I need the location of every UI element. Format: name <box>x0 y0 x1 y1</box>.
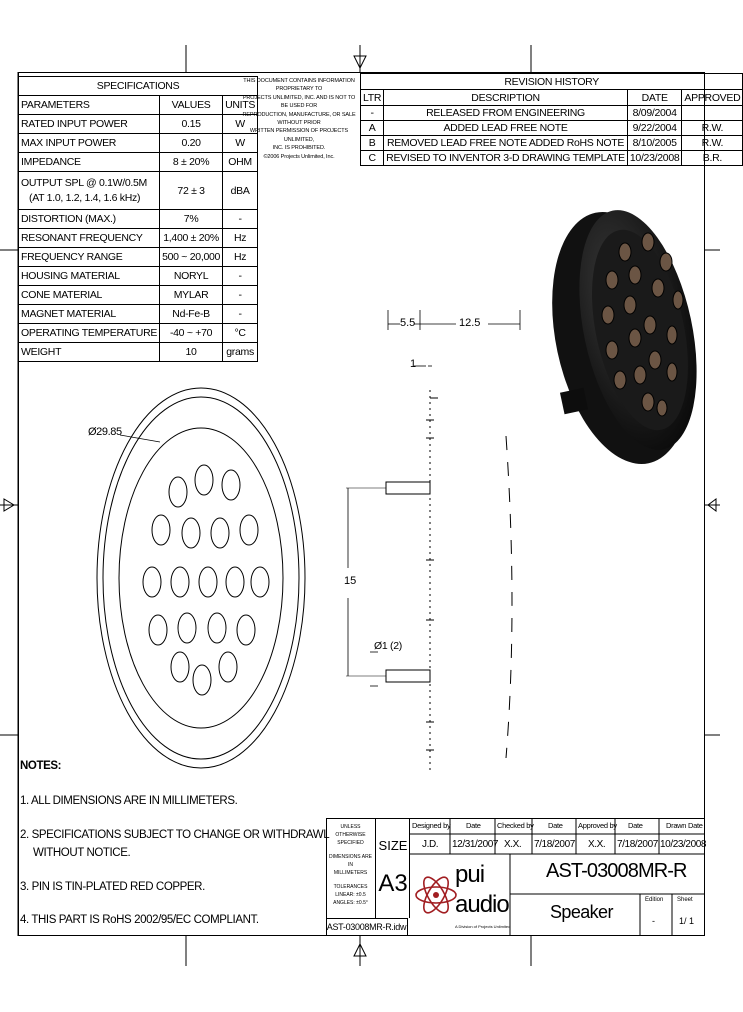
designed-date-value: 12/31/2007 <box>452 839 499 850</box>
rev-ltr: A <box>361 121 384 136</box>
spec-unit: - <box>223 286 258 305</box>
notice-line: ©2006 Projects Unlimited, Inc. <box>263 153 335 160</box>
spec-unit: - <box>223 305 258 324</box>
spec-value: -40 ~ +70 <box>160 324 223 343</box>
rev-date: 10/23/2008 <box>627 151 682 166</box>
spec-unit: Hz <box>223 229 258 248</box>
tolerance-line: LINEAR: ±0.5 <box>335 892 366 898</box>
spec-row <box>19 343 258 362</box>
rev-approved <box>682 106 743 121</box>
file-name: AST-03008MR-R.idw <box>326 918 408 936</box>
note-item: 2. SPECIFICATIONS SUBJECT TO CHANGE OR WITHDRAWL <box>20 829 330 841</box>
spec-row <box>19 134 258 153</box>
spec-value: 72 ± 3 <box>160 172 223 210</box>
specifications-title: SPECIFICATIONS <box>19 77 258 96</box>
revision-row <box>361 136 743 151</box>
approved-by-label: Approved by <box>578 821 617 830</box>
spec-param: OPERATING TEMPERATURE <box>19 324 160 343</box>
rev-date: 8/09/2004 <box>627 106 682 121</box>
approved-date-value: 7/18/2007 <box>617 839 658 850</box>
speaker-3d-render <box>540 180 700 490</box>
revision-history-table <box>360 73 743 166</box>
tolerance-line: MILLIMETERS <box>333 870 368 876</box>
spec-value: 500 ~ 20,000 <box>160 248 223 267</box>
date-label: Date <box>548 821 563 830</box>
lead-dimension: 1 <box>410 358 417 370</box>
date-label: Date <box>628 821 643 830</box>
upper-pin <box>386 482 430 494</box>
revision-row <box>361 121 743 136</box>
rev-ltr: C <box>361 151 384 166</box>
date-label: Date <box>466 821 481 830</box>
size-cell <box>376 818 410 918</box>
notice-line: THIS DOCUMENT CONTAINS INFORMATION PROPRIETARY TO <box>243 78 355 93</box>
notice-line: WRITTEN PERMISSION OF PROJECTS UNLIMITED, <box>249 128 349 143</box>
checked-date-value: 7/18/2007 <box>534 839 575 850</box>
logo-text-top: pui <box>455 861 485 888</box>
spec-value: 1,400 ± 20% <box>160 229 223 248</box>
edition-label: Edition <box>645 897 664 903</box>
spec-param: DISTORTION (MAX.) <box>19 210 160 229</box>
notice-line: PROJECTS UNLIMITED, INC. AND IS NOT TO BE USED FOR <box>242 94 356 110</box>
checked-by-value: X.X. <box>504 839 522 850</box>
note-item: 1. ALL DIMENSIONS ARE IN MILLIMETERS. <box>20 795 238 807</box>
sheet-value: 1/ 1 <box>679 916 695 926</box>
spec-param: MAGNET MATERIAL <box>19 305 160 324</box>
header-parameters: PARAMETERS <box>19 96 160 115</box>
rev-date: 9/22/2004 <box>627 121 682 136</box>
depth-dimension-a: 5.5 <box>400 317 416 329</box>
spec-row <box>19 229 258 248</box>
spec-row <box>19 153 258 172</box>
spec-value: MYLAR <box>160 286 223 305</box>
front-view-drawing <box>80 390 320 770</box>
tolerance-line: ANGLES: ±0.5° <box>333 900 368 906</box>
spec-unit: grams <box>223 343 258 362</box>
note-item: 4. THIS PART IS RoHS 2002/95/EC COMPLIANT. <box>20 914 259 926</box>
tolerance-line: UNLESS OTHERWISE <box>335 824 366 838</box>
spec-value: 10 <box>160 343 223 362</box>
designed-by-value: J.D. <box>422 839 439 850</box>
spec-param: RATED INPUT POWER <box>19 115 160 134</box>
spec-unit: - <box>223 210 258 229</box>
depth-dimension-b: 12.5 <box>459 317 481 329</box>
spec-value: NORYL <box>160 267 223 286</box>
spec-unit: Hz <box>223 248 258 267</box>
rev-ltr: - <box>361 106 384 121</box>
pui-audio-logo-icon <box>414 858 458 932</box>
designed-by-label: Designed by <box>412 821 451 830</box>
drawn-date-value: 10/23/2008 <box>660 839 707 850</box>
size-label: SIZE <box>378 838 408 853</box>
size-value: A3 <box>378 870 408 897</box>
rev-approved: B.R. <box>682 151 743 166</box>
spec-param: IMPEDANCE <box>19 153 160 172</box>
rev-header-description: DESCRIPTION <box>384 90 628 106</box>
spec-param: HOUSING MATERIAL <box>19 267 160 286</box>
spec-unit: - <box>223 267 258 286</box>
notice-line: REPRODUCTION, MANUFACTURE, OR SALE WITHOUT PRIOR <box>242 111 356 127</box>
notes-title: NOTES: <box>20 760 62 772</box>
rev-header-date: DATE <box>627 90 682 106</box>
spec-param: RESONANT FREQUENCY <box>19 229 160 248</box>
spec-value: 7% <box>160 210 223 229</box>
tolerance-line: SPECIFIED <box>337 840 364 846</box>
revision-row <box>361 106 743 121</box>
diameter-dimension: Ø29.85 <box>88 426 122 438</box>
spec-unit: W <box>223 115 258 134</box>
part-number: AST-03008MR-R <box>546 860 687 882</box>
header-values: VALUES <box>160 96 223 115</box>
spec-value: 0.15 <box>160 115 223 134</box>
checked-by-label: Checked by <box>497 821 534 830</box>
tolerance-notes <box>326 818 376 918</box>
spec-param: MAX INPUT POWER <box>19 134 160 153</box>
rev-approved: R.W. <box>682 121 743 136</box>
rev-description: ADDED LEAD FREE NOTE <box>384 121 628 136</box>
rev-header-approved: APPROVED <box>682 90 743 106</box>
spec-unit: OHM <box>223 153 258 172</box>
edition-value: - <box>652 916 655 926</box>
spec-row <box>19 324 258 343</box>
note-item: 3. PIN IS TIN-PLATED RED COPPER. <box>20 881 205 893</box>
sheet-label: Sheet <box>677 897 693 903</box>
logo-tagline: A Division of Projects Unlimited <box>455 924 511 929</box>
spec-param: OUTPUT SPL @ 0.1W/0.5M <box>21 176 148 189</box>
tolerance-line: DIMENSIONS ARE IN <box>328 854 373 868</box>
rev-header-ltr: LTR <box>361 90 384 106</box>
spec-row <box>19 172 258 210</box>
spec-param: WEIGHT <box>19 343 160 362</box>
rev-approved: R.W. <box>682 136 743 151</box>
spec-unit: W <box>223 134 258 153</box>
notice-line: INC. IS PROHIBITED. <box>272 145 326 152</box>
pin-spacing-dimension: 15 <box>344 575 357 587</box>
spec-row <box>19 115 258 134</box>
spec-row <box>19 286 258 305</box>
spec-unit: °C <box>223 324 258 343</box>
logo-text-bottom: audio <box>455 891 509 918</box>
rev-description: REVISED TO INVENTOR 3-D DRAWING TEMPLATE <box>384 151 628 166</box>
revision-history-title: REVISION HISTORY <box>361 74 743 90</box>
rev-date: 8/10/2005 <box>627 136 682 151</box>
spec-value: Nd-Fe-B <box>160 305 223 324</box>
spec-row <box>19 267 258 286</box>
spec-param: CONE MATERIAL <box>19 286 160 305</box>
part-description: Speaker <box>550 902 613 922</box>
note-item: WITHOUT NOTICE. <box>33 847 131 859</box>
spec-unit: dBA <box>223 172 258 210</box>
lower-pin <box>386 670 430 682</box>
spec-param-subline: (AT 1.0, 1.2, 1.4, 1.6 kHz) <box>29 191 141 204</box>
spec-row <box>19 210 258 229</box>
side-view-drawing <box>340 310 530 780</box>
header-units: UNITS <box>223 96 258 115</box>
approved-by-value: X.X. <box>588 839 606 850</box>
rev-description: REMOVED LEAD FREE NOTE ADDED RoHS NOTE <box>384 136 628 151</box>
rev-ltr: B <box>361 136 384 151</box>
spec-value: 0.20 <box>160 134 223 153</box>
spec-param: FREQUENCY RANGE <box>19 248 160 267</box>
specifications-table <box>18 76 258 362</box>
proprietary-notice <box>241 77 357 161</box>
spec-value: 8 ± 20% <box>160 153 223 172</box>
grille-holes <box>143 465 269 695</box>
rev-description: RELEASED FROM ENGINEERING <box>384 106 628 121</box>
tolerance-line: TOLERANCES <box>333 884 368 890</box>
spec-row <box>19 305 258 324</box>
revision-row <box>361 151 743 166</box>
outer-housing-outline <box>97 388 305 768</box>
drawn-date-label: Drawn Date <box>666 821 703 830</box>
pin-diameter-dimension: Ø1 (2) <box>374 640 402 652</box>
spec-row <box>19 248 258 267</box>
